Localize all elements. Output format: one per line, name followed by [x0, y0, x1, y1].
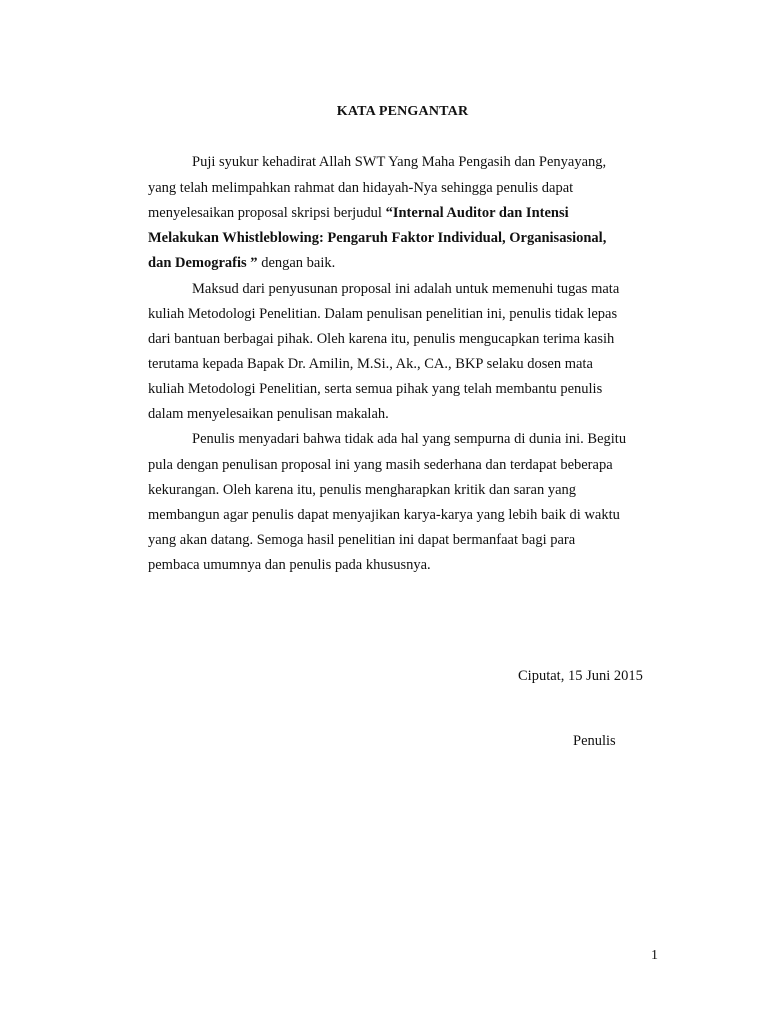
paragraph2-line1: Maksud dari penyusunan proposal ini adalah untuk memenuhi tugas mata [192, 281, 620, 297]
paragraph2-line4: terutama kepada Bapak Dr. Amilin, M.Si., Ak., CA., BKP selaku dosen mata [148, 356, 593, 372]
paragraph1-line5 [148, 255, 335, 272]
thesis-title-start: “Internal Auditor dan Intensi [385, 205, 569, 221]
paragraph1-line3 [148, 205, 569, 222]
paragraph2-line3: dari bantuan berbagai pihak. Oleh karena itu, penulis mengucapkan terima kasih [148, 331, 615, 347]
paragraph3-line6: pembaca umumnya dan penulis pada khususnya. [148, 557, 431, 573]
paragraph3-line5: yang akan datang. Semoga hasil penelitian ini dapat bermanfaat bagi para [148, 532, 576, 548]
paragraph2-line5: kuliah Metodologi Penelitian, serta semua pihak yang telah membantu penulis [148, 381, 603, 397]
page-title: KATA PENGANTAR [336, 104, 469, 119]
paragraph2-line6: dalam menyelesaikan penulisan makalah. [148, 406, 389, 422]
signature: Penulis [573, 733, 616, 749]
paragraph2-line2: kuliah Metodologi Penelitian. Dalam penulisan penelitian ini, penulis tidak lepas [148, 306, 618, 322]
page-number: 1 [651, 948, 658, 963]
paragraph1-line5-text: dengan baik. [257, 255, 336, 271]
paragraph1-line1: Puji syukur kehadirat Allah SWT Yang Maha Pengasih dan Penyayang, [192, 154, 607, 170]
paragraph3-line4: membangun agar penulis dapat menyajikan karya-karya yang lebih baik di waktu [148, 507, 620, 523]
paragraph3-line2: pula dengan penulisan proposal ini yang masih sederhana dan terdapat beberapa [148, 457, 613, 473]
thesis-title-end: dan Demografis ” [148, 255, 258, 271]
thesis-title-middle: Melakukan Whistleblowing: Pengaruh Faktor Individual, Organisasional, [148, 230, 607, 246]
paragraph1-line3-text: menyelesaikan proposal skripsi berjudul [148, 205, 386, 221]
paragraph3-line3: kekurangan. Oleh karena itu, penulis mengharapkan kritik dan saran yang [148, 482, 577, 498]
paragraph1-line2: yang telah melimpahkan rahmat dan hidayah-Nya sehingga penulis dapat [148, 180, 574, 196]
paragraph3-line1: Penulis menyadari bahwa tidak ada hal yang sempurna di dunia ini. Begitu [192, 431, 627, 447]
place-date: Ciputat, 15 Juni 2015 [518, 668, 643, 684]
